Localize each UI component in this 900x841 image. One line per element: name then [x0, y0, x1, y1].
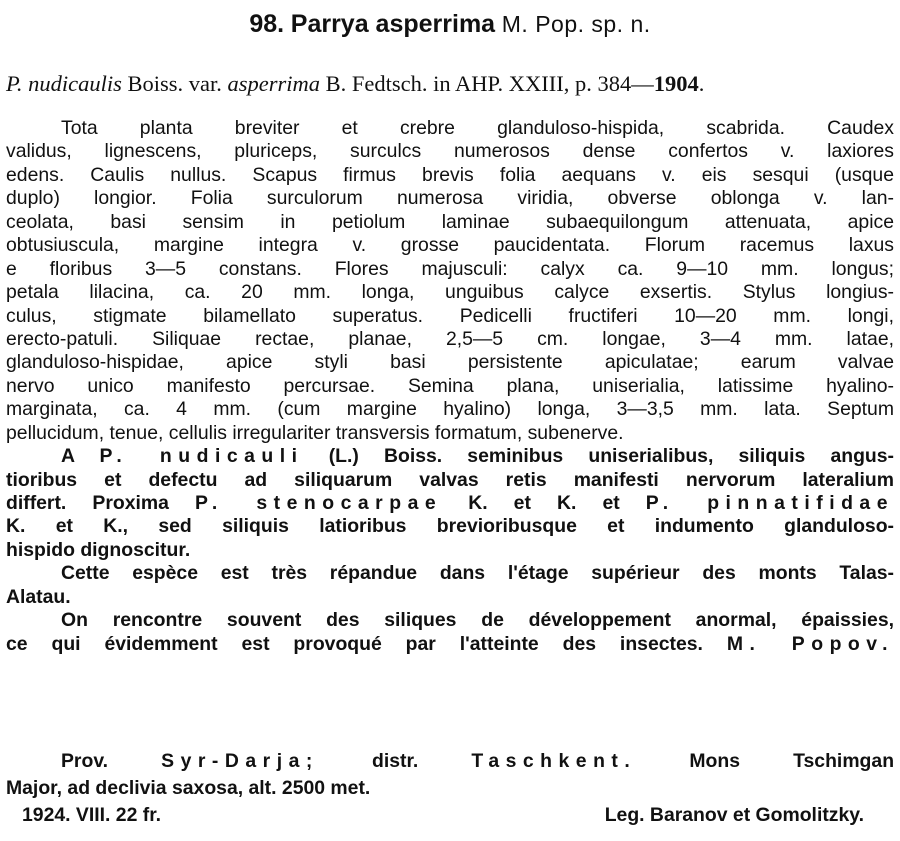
- synonym-author: Boiss. var.: [127, 71, 222, 96]
- description-line: petala lilacina, ca. 20 mm. longa, unguibus calyce exsertis. Stylus longius-: [6, 281, 894, 304]
- locality-text: Mons Tschimgan: [689, 750, 895, 772]
- description-line: duplo) longior. Folia surculorum numerosa viridia, obverse oblonga v. lan-: [6, 187, 894, 210]
- diagnosis-taxon: P. pinnatifidae: [645, 492, 894, 514]
- diagnosis-taxon: P. nudicauli: [99, 445, 304, 468]
- locality-line: [6, 748, 894, 775]
- description-line: obtusiuscula, margine integra v. grosse paucidentata. Florum racemus laxus: [6, 234, 894, 257]
- description-line: nervo unico manifesto percursae. Semina plana, uniserialia, latissime hyalino-: [6, 374, 894, 397]
- collection-date: 1924. VIII. 22 fr.: [22, 804, 162, 826]
- diagnosis-text: K. et K. et: [468, 492, 620, 514]
- locality-text: distr.: [371, 750, 419, 772]
- description-line: Tota planta breviter et crebre glanduloso-hispida, scabrida. Caudex: [61, 117, 894, 139]
- locality-region: Syr-Darja;: [161, 750, 319, 772]
- description-line: edens. Caulis nullus. Scapus firmus brevis folia aequans v. eis sesqui (usque: [6, 163, 894, 186]
- species-name: Parrya asperrima: [290, 10, 496, 38]
- species-number: 98.: [249, 10, 285, 38]
- description-line: erecto-patuli. Siliquae rectae, planae, 2,5—5 cm. longae, 3—4 mm. latae,: [6, 327, 894, 350]
- synonym-citation: B. Fedtsch. in AHP. XXIII, p. 384—: [325, 71, 654, 96]
- note-text: ce qui évidemment est provoqué par l'atteinte des insectes.: [6, 632, 703, 655]
- diagnosis-a: A: [61, 445, 75, 468]
- diagnosis-text: differt. Proxima: [6, 492, 169, 514]
- species-title: [6, 4, 894, 45]
- description-line: validus, lignescens, pluriceps, surculcs numerosos dense confertos v. laxiores: [6, 140, 894, 163]
- diagnosis-taxon: P. stenocarpae: [195, 492, 443, 514]
- synonym-variety: asperrima: [227, 71, 320, 96]
- diagnosis-line: tioribus et defectu ad siliquarum valvas retis manifesti nervorum lateralium: [6, 468, 894, 491]
- diagnosis-line: [6, 492, 894, 515]
- locality-district: Taschkent.: [471, 750, 637, 772]
- note-line: Alatau.: [6, 585, 71, 608]
- description-line: culus, stigmate bilamellato superatus. Pedicelli fructiferi 10—20 mm. longi,: [6, 304, 894, 327]
- locality-block: [6, 748, 894, 829]
- description-block: [6, 117, 894, 656]
- synonym-name: P. nudicaulis: [6, 71, 122, 96]
- note-line: Cette espèce est très répandue dans l'étage supérieur des monts Talas-: [61, 562, 894, 585]
- description-line: ceolata, basi sensim in petiolum laminae subaequilongum attenuata, apice: [6, 210, 894, 233]
- synonym-line: [6, 64, 894, 104]
- diagnosis-line: hispido dignoscitur.: [6, 538, 191, 561]
- collectors: Leg. Baranov et Gomolitzky.: [604, 804, 864, 826]
- species-authority: M. Pop. sp. n.: [501, 11, 651, 37]
- diagnosis-text: (L.) Boiss. seminibus uniserialibus, siliquis angus-: [328, 445, 895, 468]
- description-line: e floribus 3—5 constans. Flores majusculi: calyx ca. 9—10 mm. longus;: [6, 257, 894, 280]
- note-line: On rencontre souvent des siliques de développement anormal, épaissies,: [61, 609, 894, 632]
- description-line: glanduloso-hispidae, apice styli basi persistente apiculatae; earum valvae: [6, 351, 894, 374]
- diagnosis-line: K. et K., sed siliquis latioribus brevioribusque et indumento glanduloso-: [6, 515, 894, 538]
- locality-text: Prov.: [61, 750, 109, 772]
- locality-line: Major, ad declivia saxosa, alt. 2500 met.: [6, 777, 371, 799]
- synonym-end: .: [698, 71, 705, 96]
- note-line: [6, 633, 894, 656]
- synonym-year: 1904: [653, 71, 699, 96]
- author-signature: M. Popov.: [726, 632, 894, 655]
- description-line: marginata, ca. 4 mm. (cum margine hyalino) longa, 3—3,5 mm. lata. Septum: [6, 398, 894, 421]
- diagnosis-line: [6, 445, 894, 468]
- description-line: pellucidum, tenue, cellulis irregulariter transversis formatum, subenerve.: [6, 421, 624, 444]
- collection-row: [6, 802, 894, 829]
